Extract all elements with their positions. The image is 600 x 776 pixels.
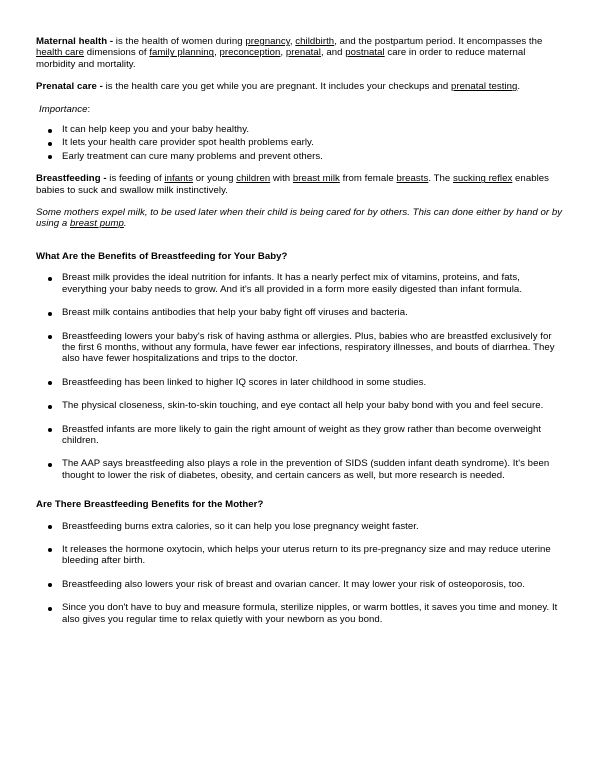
bullet-icon <box>48 405 52 409</box>
link-breasts[interactable]: breasts <box>396 173 429 185</box>
bullet-icon <box>48 583 52 587</box>
link-pregnancy[interactable]: pregnancy <box>245 36 290 47</box>
bullet-icon <box>48 155 52 159</box>
list-item: Breastfeeding has been linked to higher IQ scores in later childhood in some studies. <box>36 377 564 388</box>
list-item: The physical closeness, skin-to-skin touching, and eye contact all help your baby bond with you and feel secure. <box>36 400 564 411</box>
link-health-care[interactable]: health care <box>36 47 85 59</box>
bullet-icon <box>48 428 52 432</box>
list-item: Breastfeeding lowers your baby's risk of having asthma or allergies. Plus, babies who are breastfed exclusively for the first 6 months, without any formula, have fewer ear infections, respiratory illnesses, and bouts of diarrhea. They also have fewer hospitalizations and trips to the doctor. <box>36 331 564 365</box>
list-item: The AAP says breastfeeding also plays a role in the prevention of SIDS (sudden infant death syndrome). It's been thought to lower the risk of diabetes, obesity, and certain cancers as well, but more research is needed. <box>36 458 564 481</box>
list-item: Breastfeeding burns extra calories, so it can help you lose pregnancy weight faster. <box>36 521 564 532</box>
importance-label: Importance: <box>39 103 91 115</box>
mother-benefits-list <box>36 521 564 625</box>
breastfeeding-paragraph: Breastfeeding - is feeding of infants or young children with breast milk from female breasts. The sucking reflex enables babies to suck and swallow milk instinctively. <box>36 173 549 196</box>
maternal-health-term: Maternal health - <box>36 36 114 47</box>
list-item: It can help keep you and your baby healthy. <box>36 124 564 135</box>
link-prenatal[interactable]: prenatal <box>285 47 321 59</box>
bullet-icon <box>48 335 52 339</box>
bullet-icon <box>48 312 52 316</box>
mother-benefits-heading: Are There Breastfeeding Benefits for the Mother? <box>36 499 264 511</box>
bullet-icon <box>48 142 52 146</box>
expel-milk-paragraph: Some mothers expel milk, to be used later when their child is being cared for by others. This can done either by hand or by using a breast pump. <box>36 207 563 230</box>
baby-benefits-list <box>36 272 564 481</box>
list-item: Breastfeeding also lowers your risk of breast and ovarian cancer. It may lower your risk of osteoporosis, too. <box>36 579 564 590</box>
list-item: Breastfed infants are more likely to gain the right amount of weight as they grow rather than become overweight children. <box>36 424 564 447</box>
bullet-icon <box>48 525 52 529</box>
document-page <box>36 36 564 637</box>
breastfeeding-term: Breastfeeding - <box>36 173 107 185</box>
link-childbirth[interactable]: childbirth <box>295 36 335 47</box>
link-postnatal[interactable]: postnatal <box>345 47 385 59</box>
importance-list <box>36 124 564 162</box>
link-family-planning[interactable]: family planning <box>149 47 215 59</box>
maternal-health-paragraph: Maternal health - is the health of women during pregnancy, childbirth, and the postpartum period. It encompasses the health care dimensions of family planning, preconception, prenatal, and postnatal care in order to reduce maternal morbidity and mortality. <box>36 36 543 70</box>
prenatal-care-paragraph: Prenatal care - is the health care you get while you are pregnant. It includes your checkups and prenatal testing. <box>36 81 521 93</box>
bullet-icon <box>48 381 52 385</box>
link-children[interactable]: children <box>236 173 271 185</box>
list-item: Since you don't have to buy and measure formula, sterilize nipples, or warm bottles, it saves you time and money. It also gives you regular time to relax quietly with your newborn as you bond. <box>36 602 564 625</box>
link-breast-milk[interactable]: breast milk <box>292 173 340 185</box>
bullet-icon <box>48 548 52 552</box>
link-preconception[interactable]: preconception <box>219 47 281 59</box>
link-sucking-reflex[interactable]: sucking reflex <box>452 173 513 185</box>
bullet-icon <box>48 277 52 281</box>
list-item: Early treatment can cure many problems and prevent others. <box>36 151 564 162</box>
list-item: It lets your health care provider spot health problems early. <box>36 137 564 148</box>
bullet-icon <box>48 463 52 467</box>
link-infants[interactable]: infants <box>164 173 194 185</box>
bullet-icon <box>48 607 52 611</box>
list-item: Breast milk contains antibodies that help your baby fight off viruses and bacteria. <box>36 307 564 318</box>
baby-benefits-heading: What Are the Benefits of Breastfeeding for Your Baby? <box>36 250 288 262</box>
list-item: It releases the hormone oxytocin, which helps your uterus return to its pre-pregnancy size and may reduce uterine bleeding after birth. <box>36 544 564 567</box>
link-prenatal-testing[interactable]: prenatal testing <box>450 81 518 93</box>
link-breast-pump[interactable]: breast pump <box>70 218 124 230</box>
bullet-icon <box>48 129 52 133</box>
prenatal-care-term: Prenatal care - <box>36 81 103 93</box>
list-item: Breast milk provides the ideal nutrition for infants. It has a nearly perfect mix of vitamins, proteins, and fats, everything your baby needs to grow. And it's all provided in a form more easily digested than infant formula. <box>36 272 564 295</box>
